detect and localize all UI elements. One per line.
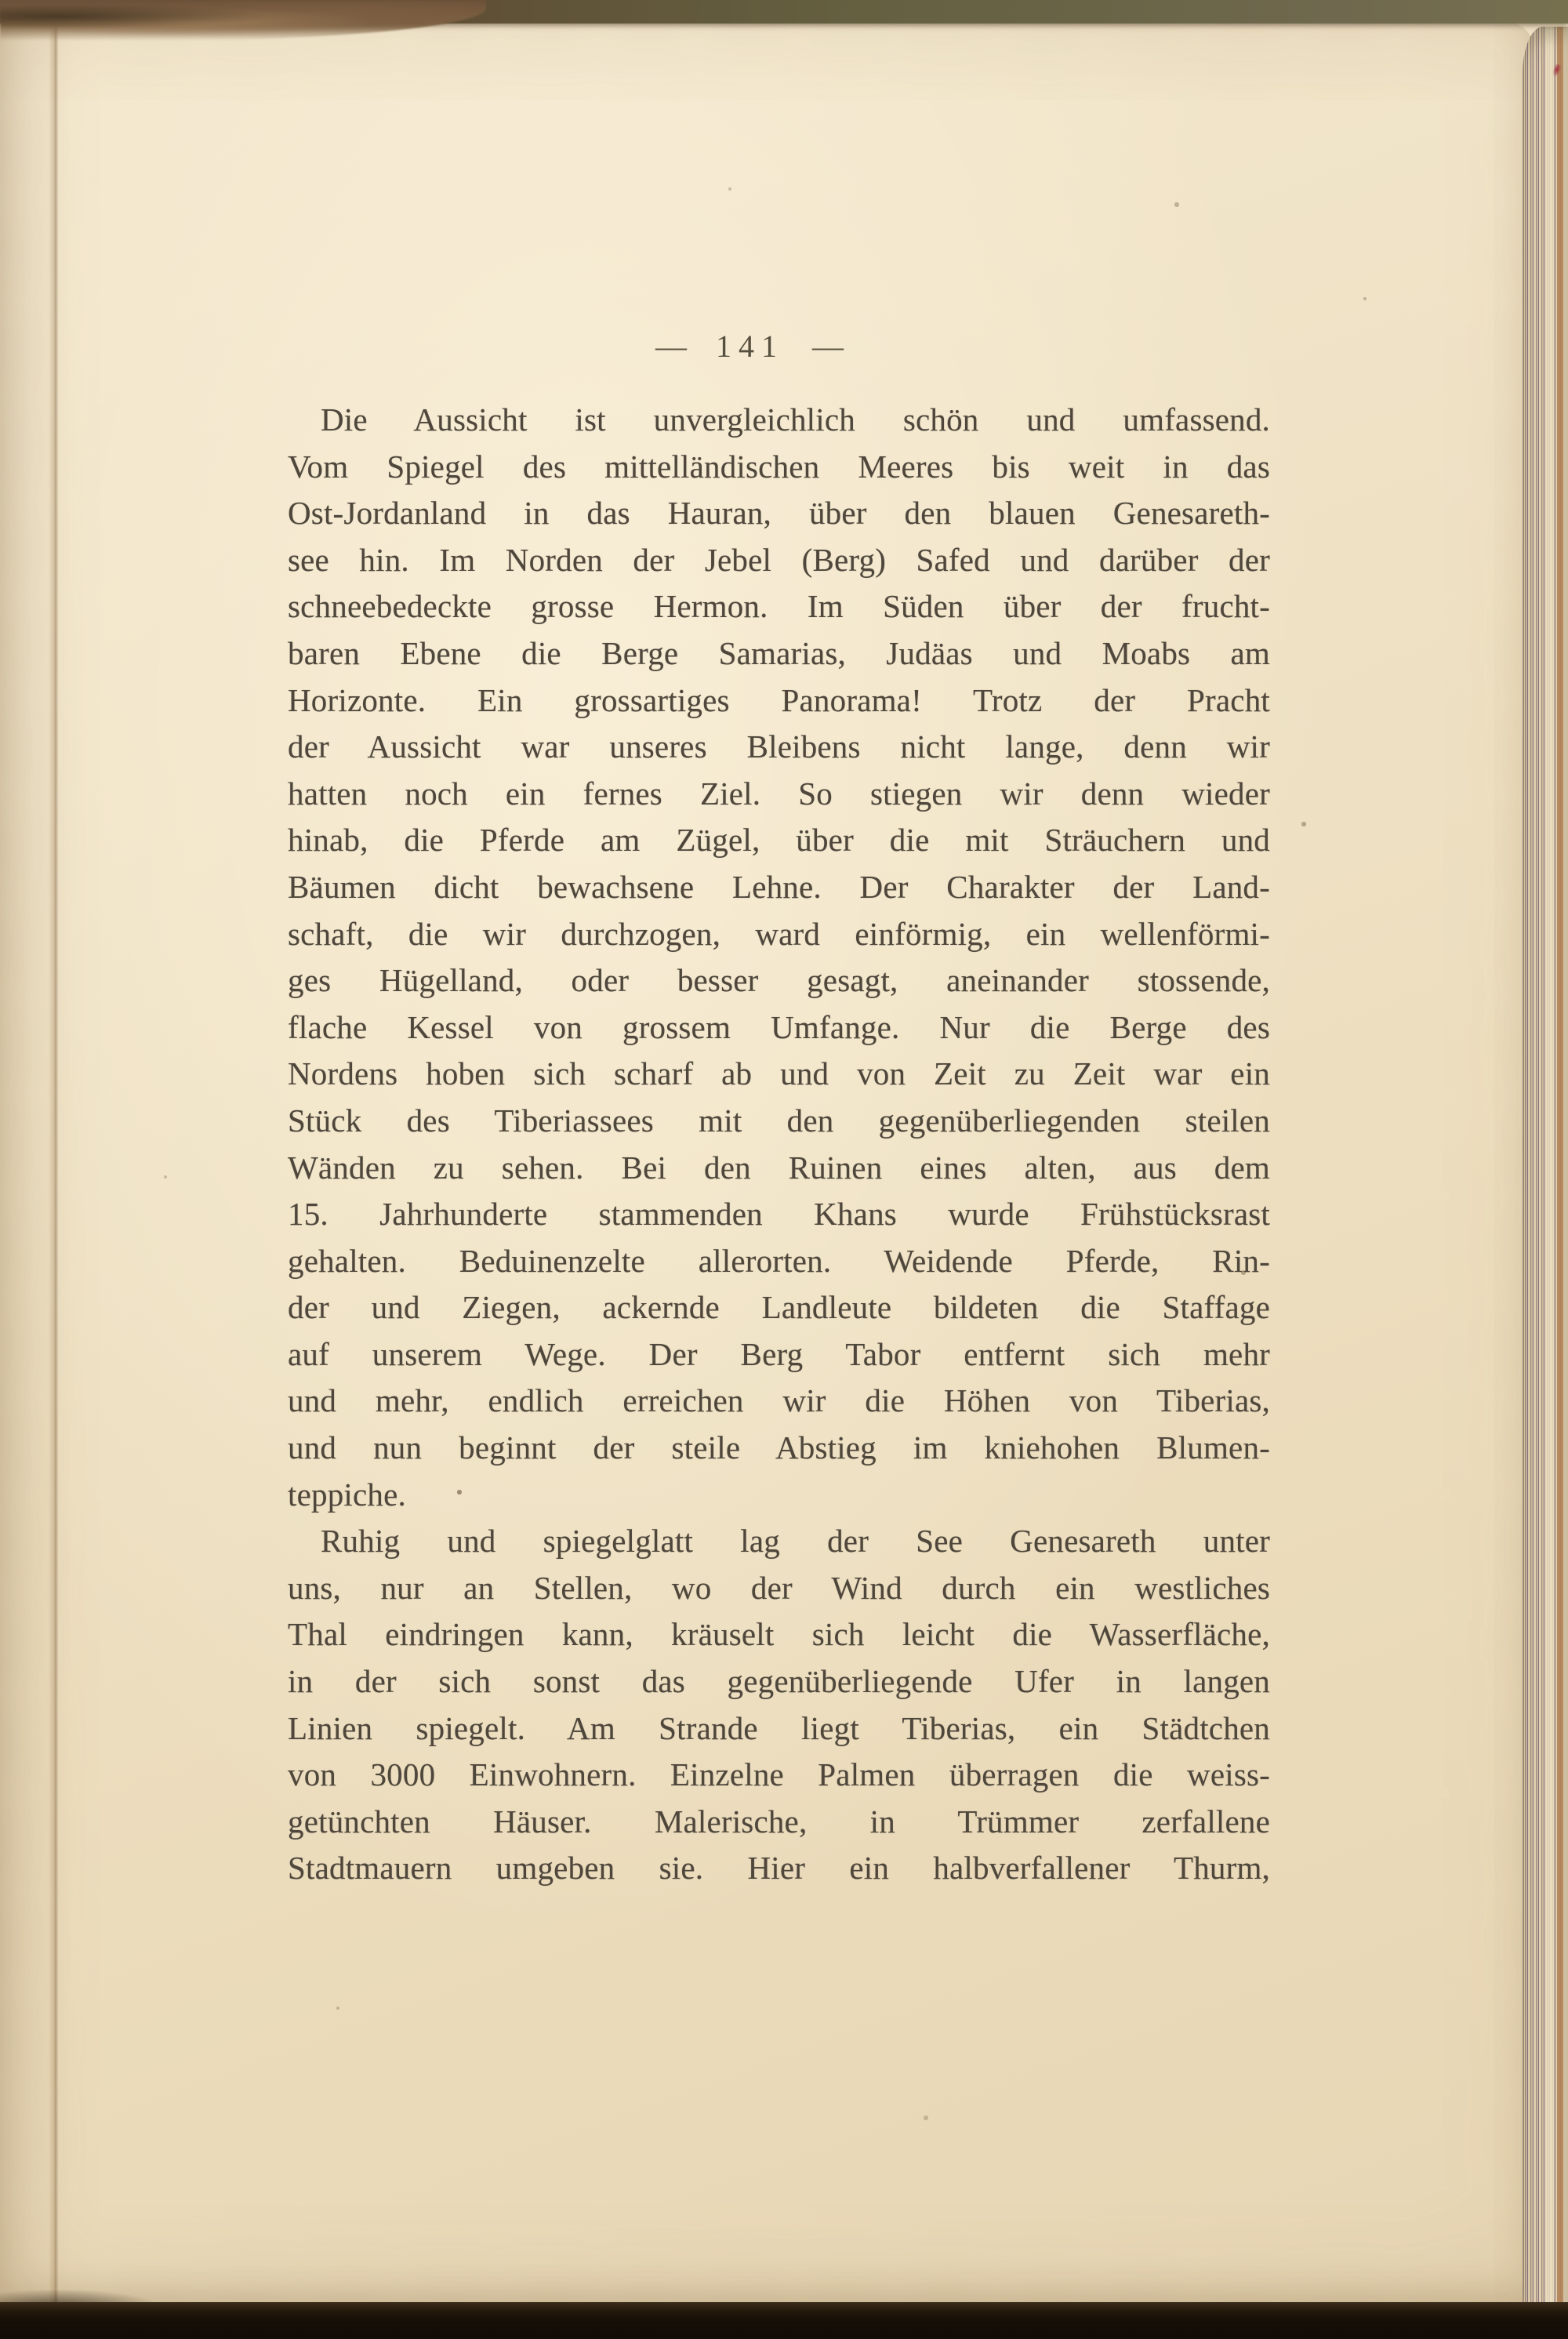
text-line-p1-19: gehalten. Beduinenzelte allerorten. Weidende Pferde, Rin-: [288, 1242, 1270, 1279]
text-line-p1-9: hatten noch ein fernes Ziel. So stiegen wir denn wieder: [288, 775, 1270, 812]
text-line-p1-17: Wänden zu sehen. Bei den Ruinen eines alten, aus dem: [288, 1149, 1270, 1186]
text-line-p1-16: Stück des Tiberiassees mit den gegenüberliegenden steilen: [288, 1102, 1270, 1139]
text-line-p1-5: schneebedeckte grosse Hermon. Im Süden über der frucht-: [288, 588, 1270, 625]
header-dash-left: —: [655, 329, 688, 364]
text-line-p1-11: Bäumen dicht bewachsene Lehne. Der Charakter der Land-: [288, 868, 1270, 905]
text-line-p1-14: flache Kessel von grossem Umfange. Nur die Berge des: [288, 1008, 1270, 1045]
text-line-p2-3: Thal eindringen kann, kräuselt sich leicht die Wasserfläche,: [288, 1616, 1270, 1653]
text-line-p1-15: Nordens hoben sich scharf ab und von Zeit zu Zeit war ein: [288, 1055, 1270, 1092]
text-line-p1-22: und mehr, endlich erreichen wir die Höhen von Tiberias,: [288, 1382, 1270, 1419]
text-line-p1-1: Die Aussicht ist unvergleichlich schön und umfassend.: [321, 401, 1270, 438]
text-line-p1-20: der und Ziegen, ackernde Landleute bildeten die Staffage: [288, 1289, 1270, 1326]
text-line-p1-8: der Aussicht war unseres Bleibens nicht lange, denn wir: [288, 728, 1270, 765]
text-line-p2-1: Ruhig und spiegelglatt lag der See Genesareth unter: [321, 1523, 1270, 1560]
text-line-p1-2: Vom Spiegel des mittelländischen Meeres bis weit in das: [288, 448, 1270, 485]
text-line-p2-5: Linien spiegelt. Am Strande liegt Tiberias, ein Städtchen: [288, 1709, 1270, 1746]
text-block: [288, 397, 1270, 1892]
text-line-p2-4: in der sich sonst das gegenüberliegende Ufer in langen: [288, 1663, 1270, 1700]
text-line-p2-2: uns, nur an Stellen, wo der Wind durch ein westliches: [288, 1569, 1270, 1606]
text-line-p1-23: und nun beginnt der steile Abstieg im kniehohen Blumen-: [288, 1429, 1270, 1466]
text-line-p1-12: schaft, die wir durchzogen, ward einförmig, ein wellenförmi-: [288, 915, 1270, 952]
text-line-p2-7: getünchten Häuser. Malerische, in Trümmer zerfallene: [288, 1803, 1270, 1840]
text-line-p1-7: Horizonte. Ein grossartiges Panorama! Trotz der Pracht: [288, 681, 1270, 718]
page: [0, 22, 1534, 2304]
text-line-p1-6: baren Ebene die Berge Samarias, Judäas und Moabs am: [288, 634, 1270, 671]
header-dash-right: —: [812, 329, 844, 364]
gutter-crease: [49, 22, 61, 2304]
text-line-p1-13: ges Hügelland, oder besser gesagt, aneinander stossende,: [288, 962, 1270, 999]
red-ink-mark: [1552, 64, 1563, 78]
text-line-p1-21: auf unserem Wege. Der Berg Tabor entfernt sich mehr: [288, 1335, 1270, 1372]
text-line-p1-10: hinab, die Pferde am Zügel, über die mit Sträuchern und: [288, 822, 1270, 859]
text-line-p2-6: von 3000 Einwohnern. Einzelne Palmen überragen die weiss-: [288, 1756, 1270, 1793]
page-number: 141: [716, 329, 784, 364]
text-line-p1-4: see hin. Im Norden der Jebel (Berg) Safed und darüber der: [288, 541, 1270, 578]
book-bottom-edge: [0, 2302, 1568, 2339]
text-line-p2-8: Stadtmauern umgeben sie. Hier ein halbverfallener Thurm,: [288, 1850, 1270, 1887]
text-line-p1-3: Ost-Jordanland in das Hauran, über den blauen Genesareth-: [288, 495, 1270, 532]
page-header: [259, 325, 1241, 369]
text-line-p1-24: teppiche.: [288, 1476, 406, 1513]
text-line-p1-18: 15. Jahrhunderte stammenden Khans wurde Frühstücksrast: [288, 1196, 1270, 1233]
gutter-shade: [0, 22, 72, 2304]
fore-edge-pages: [1523, 27, 1568, 2306]
